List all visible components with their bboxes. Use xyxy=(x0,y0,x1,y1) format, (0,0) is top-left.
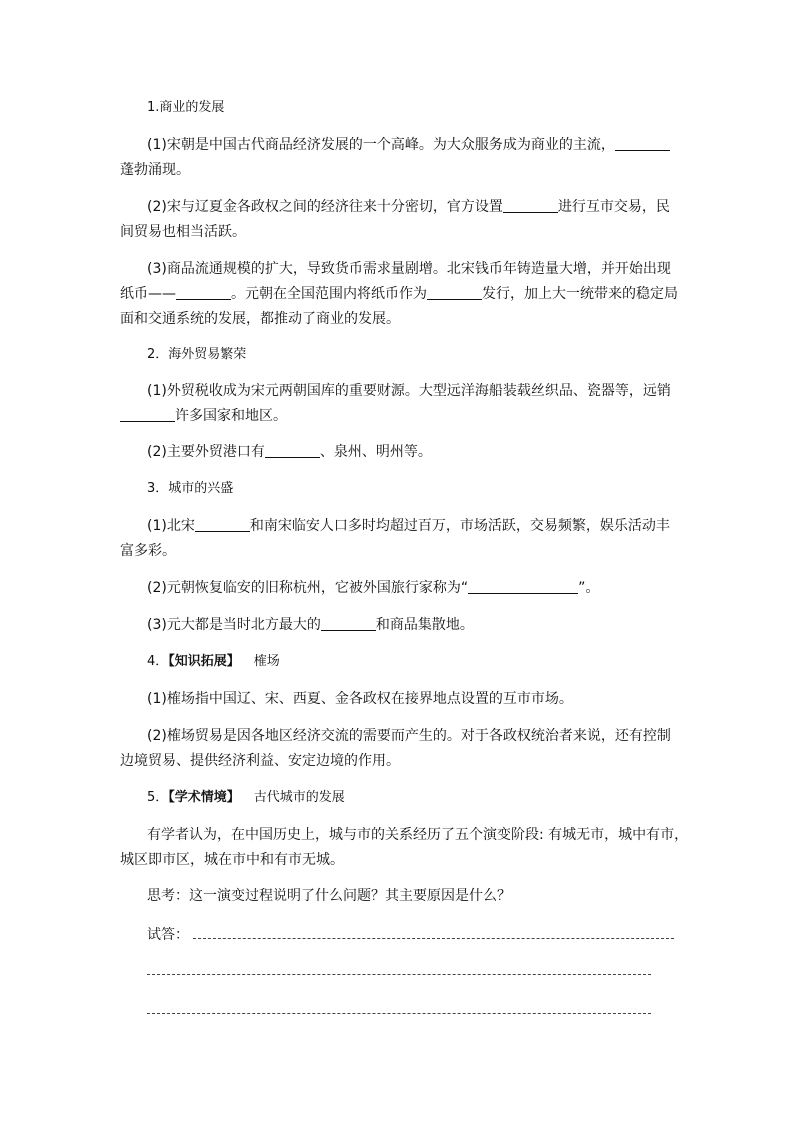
think-question: 思考：这一演变过程说明了什么问题？其主要原因是什么？ xyxy=(147,888,511,904)
fill-blank[interactable] xyxy=(615,136,670,151)
s1-p3-line1: (3)商品流通规模的扩大，导致货币需求量剧增。北宋钱币年铸造量大增，并开始出现 xyxy=(147,261,671,277)
s4-p2-line1: (2)榷场贸易是因各地区经济交流的需要而产生的。对于各政权统治者来说，还有控制 xyxy=(147,728,671,744)
s3-p1-line1: (1)北宋 和南宋临安人口多时均超过百万，市场活跃，交易频繁，娱乐活动丰 xyxy=(147,518,670,534)
s4-p2-line2: 边境贸易、提供经济利益、安定边境的作用。 xyxy=(120,753,400,769)
s1-p3-line3: 面和交通系统的发展，都推动了商业的发展。 xyxy=(120,311,400,327)
s1-p2-line2: 间贸易也相当活跃。 xyxy=(120,224,246,240)
s2-p1-line2: 许多国家和地区。 xyxy=(120,406,287,426)
fill-blank[interactable] xyxy=(503,198,558,213)
s3-p2-line1: (2)元朝恢复临安的旧称杭州，它被外国旅行家称为“ ”。 xyxy=(147,580,600,596)
section-5-title: 5．【学术情境】 古代城市的发展 xyxy=(147,790,345,805)
fill-blank[interactable] xyxy=(176,285,231,300)
s4-p1-line1: (1)榷场指中国辽、宋、西夏、金各政权在接界地点设置的互市市场。 xyxy=(147,691,573,707)
section-4-title: 4．【知识拓展】 榷场 xyxy=(147,654,280,669)
fill-blank[interactable] xyxy=(468,579,578,594)
s5-p1-line2: 城区即市区，城在市中和有市无城。 xyxy=(120,852,344,868)
section-1-title: 1.商业的发展 xyxy=(147,100,225,115)
s3-p3-line1: (3)元大都是当时北方最大的 和商品集散地。 xyxy=(147,617,474,633)
answer-line[interactable] xyxy=(193,938,674,939)
section-tag: 【知识拓展】 xyxy=(168,654,240,669)
answer-line[interactable] xyxy=(147,974,651,975)
fill-blank[interactable] xyxy=(321,616,376,631)
fill-blank[interactable] xyxy=(120,407,175,422)
s1-p2-line1: (2)宋与辽夏金各政权之间的经济往来十分密切，官方设置 进行互市交易，民 xyxy=(147,199,670,215)
fill-blank[interactable] xyxy=(195,517,250,532)
s1-p1-line1: (1)宋朝是中国古代商品经济发展的一个高峰。为大众服务成为商业的主流， xyxy=(147,135,670,155)
section-tag: 【学术情境】 xyxy=(168,790,240,805)
fill-blank[interactable] xyxy=(427,285,482,300)
answer-label: 试答： xyxy=(147,927,189,943)
section-3-title: 3．城市的兴盛 xyxy=(147,481,234,496)
s2-p1-line1: (1)外贸税收成为宋元两朝国库的重要财源。大型远洋海船装载丝织品、瓷器等，远销 xyxy=(147,383,671,399)
answer-line[interactable] xyxy=(147,1013,651,1014)
s1-p3-line2: 纸币—— 。元朝在全国范围内将纸币作为 发行，加上大一统带来的稳定局 xyxy=(120,286,678,302)
s1-p1-line2: 蓬勃涌现。 xyxy=(120,162,190,178)
s2-p2-line1: (2)主要外贸港口有 、泉州、明州等。 xyxy=(147,444,432,460)
s3-p1-line2: 富多彩。 xyxy=(120,543,176,559)
fill-blank[interactable] xyxy=(265,443,320,458)
s5-p1-line1: 有学者认为，在中国历史上，城与市的关系经历了五个演变阶段: 有城无市，城中有市， xyxy=(147,827,689,843)
section-2-title: 2．海外贸易繁荣 xyxy=(147,347,247,362)
